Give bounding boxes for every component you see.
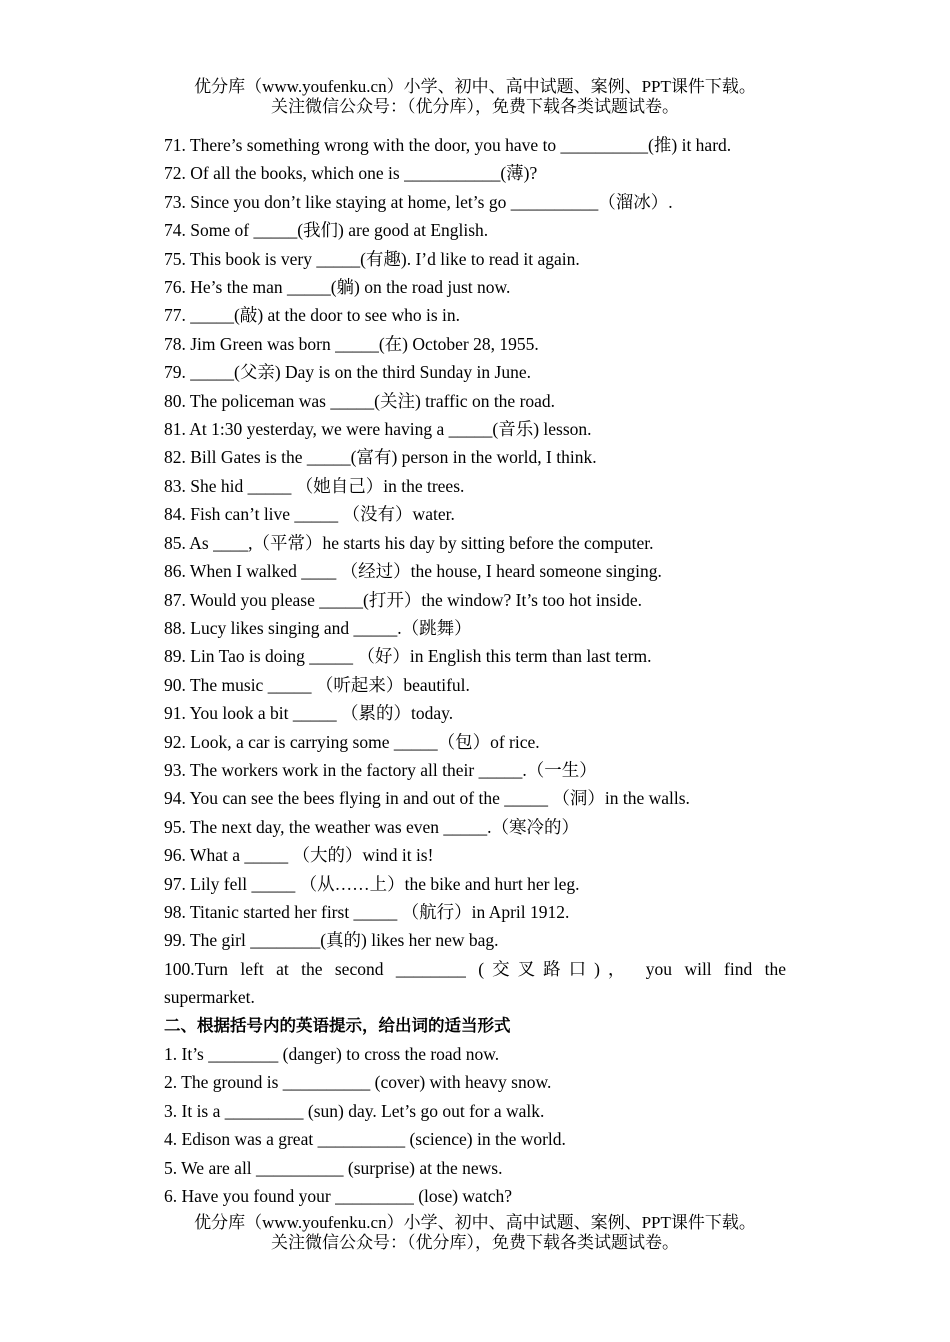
exercise-74: 74. Some of _____(我们) are good at English. (164, 220, 489, 241)
exercise-96: 96. What a _____ （大的）wind it is! (164, 845, 434, 866)
exercise-98: 98. Titanic started her first _____ （航行）in April 1912. (164, 901, 570, 922)
exercise-90: 90. The music _____ （听起来）beautiful. (164, 674, 470, 695)
exercise-100-line-2: supermarket. (164, 987, 255, 1008)
exercise-94: 94. You can see the bees flying in and out of the _____ （洞）in the walls. (164, 788, 690, 809)
document-body (164, 131, 786, 1210)
section-2-item-3: 3. It is a _________ (sun) day. Let’s go out for a walk. (164, 1100, 545, 1121)
section-2-heading: 二、根据括号内的英语提示，给出词的适当形式 (164, 1015, 511, 1035)
exercise-84: 84. Fish can’t live _____ （没有）water. (164, 504, 455, 525)
exercise-100-line-1: 100.Turn left at the second ________ (交叉路口)， you will find the (164, 958, 786, 979)
exercise-83: 83. She hid _____ （她自己）in the trees. (164, 475, 465, 496)
section-2-item-2: 2. The ground is __________ (cover) with heavy snow. (164, 1072, 552, 1093)
section-2-item-5: 5. We are all __________ (surprise) at the news. (164, 1157, 503, 1178)
exercise-73: 73. Since you don’t like staying at home, let’s go __________（溜冰）. (164, 191, 673, 212)
exercise-76: 76. He’s the man _____(躺) on the road just now. (164, 277, 511, 298)
exercise-91: 91. You look a bit _____ （累的）today. (164, 703, 454, 724)
exercise-72: 72. Of all the books, which one is ___________(薄)? (164, 163, 538, 184)
exercise-89: 89. Lin Tao is doing _____ （好）in English this term than last term. (164, 646, 652, 667)
header-line-2: 关注微信公众号：（优分库），免费下载各类试题试卷。 (271, 97, 679, 116)
exercise-86: 86. When I walked ____ （经过）the house, I heard someone singing. (164, 561, 662, 582)
page-header (0, 77, 950, 117)
exercise-78: 78. Jim Green was born _____(在) October 28, 1955. (164, 333, 539, 354)
exercise-87: 87. Would you please _____(打开）the window? It’s too hot inside. (164, 589, 643, 610)
exercise-97: 97. Lily fell _____ （从……上）the bike and hurt her leg. (164, 873, 580, 894)
exercise-77: 77. _____(敲) at the door to see who is in. (164, 305, 460, 326)
page-footer (0, 1213, 950, 1253)
exercise-75: 75. This book is very _____(有趣). I’d like to read it again. (164, 248, 580, 269)
exercise-85: 85. As ____,（平常）he starts his day by sitting before the computer. (164, 532, 654, 553)
footer-line-2: 关注微信公众号：（优分库），免费下载各类试题试卷。 (271, 1233, 679, 1252)
exercise-93: 93. The workers work in the factory all their _____.（一生） (164, 759, 597, 780)
exercise-88: 88. Lucy likes singing and _____.（跳舞） (164, 617, 472, 638)
exercise-79: 79. _____(父亲) Day is on the third Sunday in June. (164, 362, 531, 383)
exercise-92: 92. Look, a car is carrying some _____（包）of rice. (164, 731, 540, 752)
exercise-99: 99. The girl ________(真的) likes her new bag. (164, 930, 499, 951)
exercise-80: 80. The policeman was _____(关注) traffic on the road. (164, 390, 556, 411)
exercise-81: 81. At 1:30 yesterday, we were having a _____(音乐) lesson. (164, 419, 592, 440)
exercise-82: 82. Bill Gates is the _____(富有) person in the world, I think. (164, 447, 597, 468)
section-2-item-6: 6. Have you found your _________ (lose) watch? (164, 1186, 512, 1207)
section-2-item-4: 4. Edison was a great __________ (science) in the world. (164, 1129, 566, 1150)
section-2-item-1: 1. It’s ________ (danger) to cross the road now. (164, 1044, 500, 1064)
header-line-1: 优分库（www.youfenku.cn）小学、初中、高中试题、案例、PPT课件下载。 (194, 77, 756, 96)
exercise-71: 71. There’s something wrong with the door, you have to __________(推) it hard. (164, 135, 732, 155)
exercise-95: 95. The next day, the weather was even _____.（寒冷的） (164, 816, 580, 837)
footer-line-1: 优分库（www.youfenku.cn）小学、初中、高中试题、案例、PPT课件下载。 (194, 1213, 756, 1232)
